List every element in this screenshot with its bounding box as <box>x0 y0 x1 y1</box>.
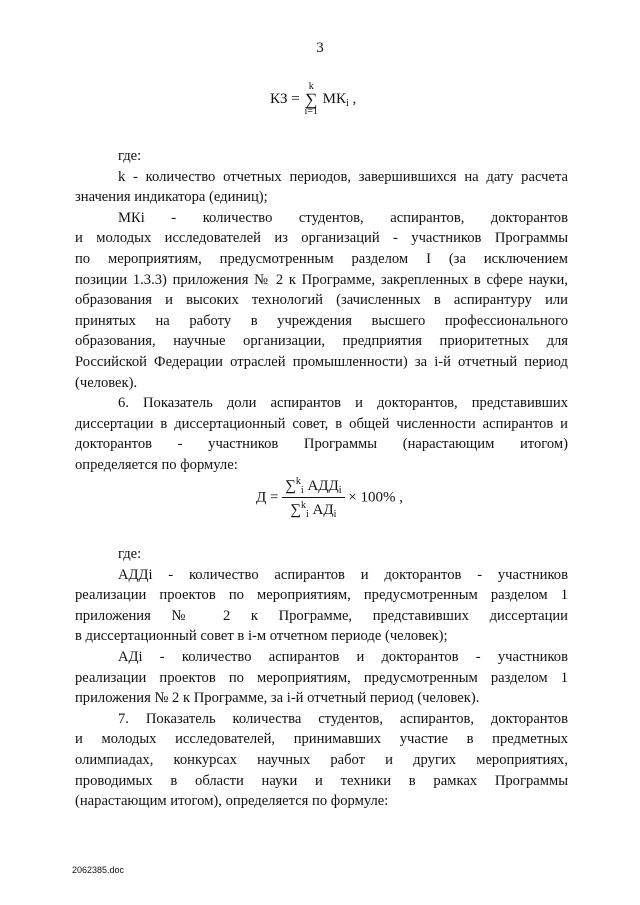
formula-kz-term: МК <box>322 91 347 108</box>
text-line: приложения № 2 к Программе, представивших диссертации <box>75 607 568 624</box>
text-line: по мероприятиям, предусмотренным разделом I (за исключением <box>75 250 568 267</box>
fraction <box>282 476 344 520</box>
sigma-symbol: ∑ <box>290 502 302 518</box>
text-line: диссертации в диссертационный совет, в общей численности аспирантов и <box>75 415 568 432</box>
formula-d-tail: × 100% , <box>348 489 403 506</box>
sum-upper-limit: k <box>308 81 314 92</box>
text-line: значения индикатора (единиц); <box>75 189 268 206</box>
text-line: где: <box>118 148 142 164</box>
denominator-term-sub: i <box>333 509 337 520</box>
sum-upper-limit: k <box>301 500 307 511</box>
formula-kz-lhs: КЗ <box>270 91 288 108</box>
text-line: реализации проектов по мероприятиям, предусмотренным разделом 1 <box>75 669 568 686</box>
text-line: определяется по формуле: <box>75 456 238 473</box>
sum-upper-limit: k <box>295 476 301 487</box>
text-line: 6. Показатель доли аспирантов и докторантов, представивших <box>118 395 568 412</box>
text-line: в диссертационный совет в i-м отчетном периоде (человек); <box>75 628 448 645</box>
sum-lower-limit: i=1 <box>304 106 318 118</box>
text-line: k - количество отчетных периодов, завершившихся на дату расчета <box>118 168 568 185</box>
sum-index: i <box>306 509 309 520</box>
formula-kz-tail: , <box>352 91 357 108</box>
file-name-footer: 2062385.doc <box>72 865 125 875</box>
text-line: образования и высоких технологий (зачисленных в аспирантуру или <box>75 292 568 309</box>
text-line: позиции 1.3.3) приложения № 2 к Программе, закрепленных в сфере науки, <box>75 271 568 288</box>
text-line: образования, научные организации, предприятия приоритетных для <box>75 333 568 350</box>
page-number: 3 <box>316 40 324 56</box>
formula-kz <box>270 82 356 117</box>
text-line: (нарастающим итогом), определяется по формуле: <box>75 793 389 810</box>
formula-kz-term-sub: i <box>346 98 349 110</box>
text-line: АДДi - количество аспирантов и докторантов - участников <box>118 566 568 583</box>
formula-d-lhs: Д <box>256 489 267 506</box>
fraction-numerator <box>282 476 344 498</box>
text-line: 7. Показатель количества студентов, аспирантов, докторантов <box>118 710 568 727</box>
sum-index: i <box>300 485 304 496</box>
sigma-symbol: ∑ <box>305 90 318 109</box>
text-line: и молодых исследователей из организаций - участников Программы <box>75 230 568 247</box>
text-block-1 <box>75 146 568 476</box>
text-line: принятых на работу в учреждения высшего профессионального <box>75 312 568 329</box>
formula-kz-eq: = <box>291 91 300 108</box>
text-line: Российской Федерации отраслей промышленности) за i-й отчетный период <box>75 353 568 370</box>
text-line: олимпиадах, конкурсах научных работ и других мероприятиях, <box>75 751 568 768</box>
text-line: МКi - количество студентов, аспирантов, докторантов <box>118 209 568 226</box>
numerator-term: АДД <box>307 478 339 494</box>
fraction-denominator <box>287 498 339 520</box>
text-line: реализации проектов по мероприятиям, предусмотренным разделом 1 <box>75 587 568 604</box>
sigma-symbol: ∑ <box>285 478 296 494</box>
text-line: АДi - количество аспирантов и докторантов - участников <box>118 648 568 665</box>
text-line: и молодых исследователей, принимавших участие в предметных <box>75 731 568 748</box>
text-line: докторантов - участников Программы (нарастающим итогом) <box>75 436 568 453</box>
denominator-term: АД <box>312 502 334 518</box>
text-line: приложения № 2 к Программе, за i-й отчетный период (человек). <box>75 690 480 707</box>
text-line: (человек). <box>75 374 138 391</box>
numerator-term-sub: i <box>338 485 342 496</box>
text-line: где: <box>118 546 142 562</box>
sum-operator <box>305 82 318 117</box>
text-line: проводимых в области науки и техники в рамках Программы <box>75 772 568 789</box>
text-block-2 <box>75 544 568 812</box>
formula-d-eq: = <box>269 489 279 506</box>
formula-d <box>256 476 403 520</box>
